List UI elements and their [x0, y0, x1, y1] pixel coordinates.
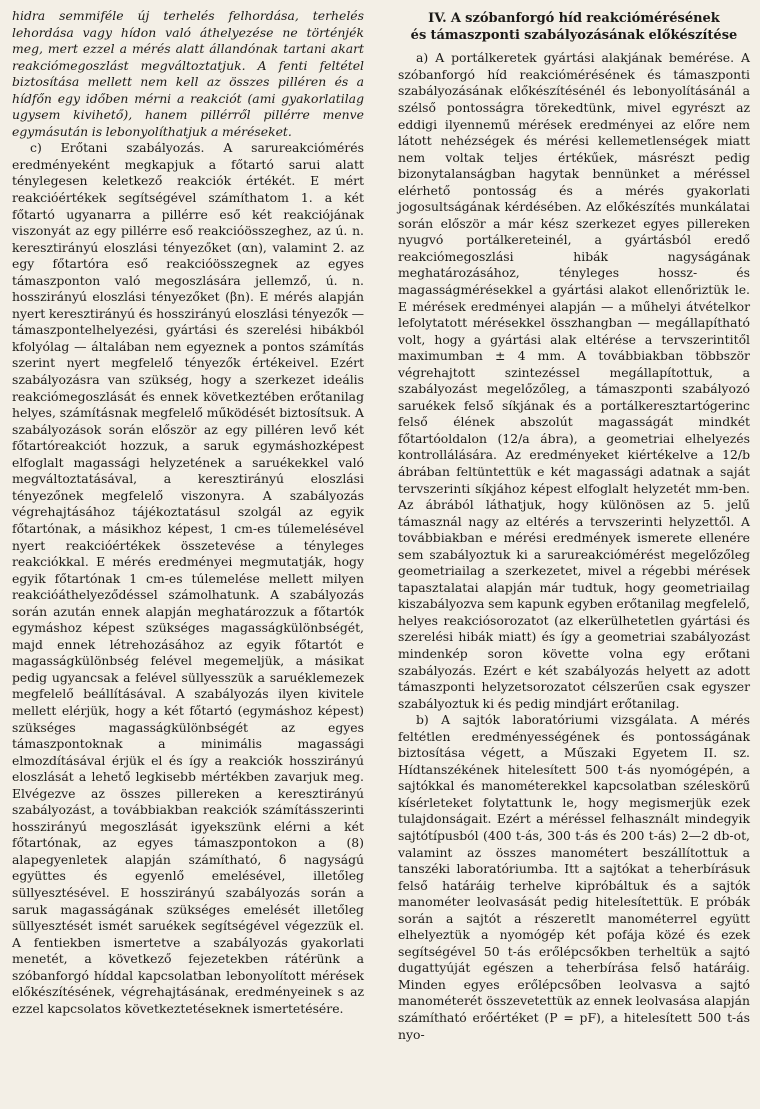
right-column: [398, 8, 750, 1043]
section-title-line-1: IV. A szóbanforgó híd reakciómérésének: [428, 11, 720, 26]
left-column: [12, 8, 364, 1017]
section-title: [398, 10, 750, 44]
section-title-line-2: és támaszponti szabályozásának előkészítése: [410, 28, 738, 44]
left-paragraph-1: hidra semmiféle új terhelés felhordása, terhelés lehordása vagy hídon való áthelyezése ne történjék meg, mert ezzel a mérés alatt állandónak tartani akart reakciómegoszlást megváltoztatjuk. A fenti feltétel biztosítása mellett nem kell az összes pilléren és a hídfőn egy időben mérni a reakciót (ami gyakorlatilag ugysem kivihető), hanem pillérről pillérre menve egymásután is lebonyolíthatjuk a méréseket.: [12, 8, 364, 139]
left-paragraph-2: c) Erőtani szabályozás. A sarureakciómérés eredményeként megkapjuk a főtartó sarui alatt ténylegesen keletkező reakciók értékét. E mért reakcióértékek segítségével számíthatom 1. a két főtartó ugyanarra a pillérre eső két reakciójának viszonyát az egy pillérre eső reakcióösszeghez, az ú. n. keresztirányú eloszlási tényezőket (αn), valamint 2. az egy főtartóra eső reakcióösszegnek az egyes támaszponton való megoszlására jellemző, ú. n. hosszirányú eloszlási tényezőket (βn). E mérés alapján nyert keresztirányú és hosszirányú eloszlási tényezők — támaszpontelhelyezési, gyártási és szerelési hibákból kfolyólag — általában nem egyeznek a pontos számítás szerint nyert megfelelő tényezők értékeivel. Ezért szabályozásra van szükség, hogy a szerkezet ideális reakciómegoszlását és ennek következtében erőtanilag helyes, számításnak megfelelő működését biztosítsuk. A szabályozások során először az egy pilléren levő két főtartóreakciót hozzuk, a saruk egymáshozképest elfoglalt magassági helyzetének a saruékekkel való megváltoztatásával, a keresztirányú eloszlási tényezőnek megfelelő viszonyra. A szabályozás végrehajtásához tájékoztatásul szolgál az egyik főtartónak, a másikhoz képest, 1 cm-es túlemelésével nyert reakcióértékek összetevése a tényleges reakciókkal. E mérés eredményei megmutatják, hogy egyik főtartónak 1 cm-es túlemelése mellett milyen reakcióáthelyeződéssel számolhatunk. A szabályozás során azután ennek alapján meghatározzuk a főtartók egymáshoz képest szükséges magasságkülönbségét, majd ennek létrehozásához az egyik főtartót e magasságkülönbség felével megemeljük, a másikat pedig ugyancsak a felével süllyesszük a saruéklemezek megfelelő beállításával. A szabályozás ilyen kivitele mellett elérjük, hogy a két főtartó (egymáshoz képest) szükséges magasságkülönbségét az egyes támaszpontoknak a minimális magassági elmozdításával érjük el és így a reakciók hosszirányú eloszlását a lehető legkisebb mértékben zavarjuk meg. Elvégezve az összes pillereken a keresztirányú szabályozást, a továbbiakban reakciók számításszerinti hosszirányú megoszlását igyekszünk elérni a két főtartónak, az egyes támaszpontokon a (8) alapegyenletek alapján számítható, δ nagyságú együttes és egyenlő emelésével, illetőleg süllyesztésével. E hosszirányú szabályozás során a saruk magasságának szükséges emelését illetőleg süllyesztését ismét saruékek segítségével végezzük el. A fentiekben ismertetve a szabályozás gyakorlati menetét, a következő fejezetekben rátérünk a szóbanforgó híddal kapcsolatban lebonyolított mérések előkészítésének, végrehajtásának, eredményeinek s az ezzel kapcsolatos következtetéseknek ismertetésére.: [12, 140, 364, 1016]
right-paragraph-2: b) A sajtók laboratóriumi vizsgálata. A mérés feltétlen eredményességének és pontosságának biztosítása végett, a Műszaki Egyetem II. sz. Hídtanszékének hitelesített 500 t-ás nyomógépén, a sajtókkal és manométerekkel kapcsolatban széleskörű kísérleteket folytattunk le, hogy megismerjük ezek tulajdonságait. Ezért a méréssel felhasznált mindegyik sajtótípusból (400 t-ás, 300 t-ás és 200 t-ás) 2—2 db-ot, valamint az összes manométert beszállítottuk a tanszéki laboratóriumba. Itt a sajtókat a teherbírásuk felső határáig terhelve kipróbáltuk és a sajtók manométer leolvasását pedig hitelesítettük. E próbák során a sajtót a részeretlt manométerrel együtt elhelyeztük a nyomógép két pofája közé és ezek segítségével 50 t-ás erőlépcsőkben terheltük a sajtó dugattyúját egészen a teherbírása felső határáig. Minden egyes erőlépcsőben leolvasva a sajtó manométerét összevetettük az ennek leolvasása alapján számítható erőértéket (P = pF), a hitelesített 500 t-ás nyo-: [398, 712, 750, 1042]
right-paragraph-1: a) A portálkeretek gyártási alakjának bemérése. A szóbanforgó híd reakciómérésének és támaszponti szabályozásának előkészítésénél és lebonyolításánál a szélső pontosságra törekedtünk, mivel egyrészt az eddigi ilyennemű mérések eredményei az előre nem látott nehézségek és mérési kellemetlenségek miatt nem voltak teljes értékűek, másrészt pedig bizonytalanságban hagytak bennünket a méréssel elérhető pontosság és a mérés gyakorlati jogosultságának kérdésében. Az előkészítés munkálatai során először a már kész szerkezet egyes pillereken nyugvó portálkereteinél, a gyártásból eredő reakciómegoszlási hibák nagyságának meghatározásához, tényleges hossz- és magasságmérésekkel a gyártási alakot ellenőriztük le. E mérések eredményei alapján — a műhelyi átvételkor lefolytatott mérésekkel összhangban — megállapítható volt, hogy a gyártási alak eltérése a tervszerintitől maximumban ± 4 mm. A továbbiakban többször végrehajtott szintezéssel megállapítottuk, a szabályozást megelőzőleg, a támaszponti szabályozó saruékek felső síkjának és a portálkeresztartógerinc felső élének abszolút magasságát mindkét főtartóoldalon (12/a ábra), a geometriai elhelyezés kontrollálására. Az eredményeket kiértékelve a 12/b ábrában feltüntettük e két magassági adatnak a saját tervszerinti síkjához képest elfoglalt helyzetét mm-ben. Az ábrából láthatjuk, hogy különösen az 5. jelű támasznál nagy az eltérés a tervszerinti helyzettől. A továbbiakban e mérési eredmények ismerete ellenére sem szabályoztuk ki a sarureakciómérést megelőzőleg geometriailag a szerkezetet, mivel a régebbi mérések tapasztalatai alapján már tudtuk, hogy geometriailag kiszabályozva sem kapunk egyben erőtanilag megfelelő, helyes reakciósorozatot (az elkerülhetetlen gyártási és szerelési hibák miatt) és így a geometriai szabályozást mindenkép soron követte volna egy erőtani szabályozás. Ezért e két szabályozás helyett az adott támaszponti helyzetsorozatot célszerűen csak egyszer szabályoztuk ki és pedig mindjárt erőtanilag.: [398, 50, 750, 711]
